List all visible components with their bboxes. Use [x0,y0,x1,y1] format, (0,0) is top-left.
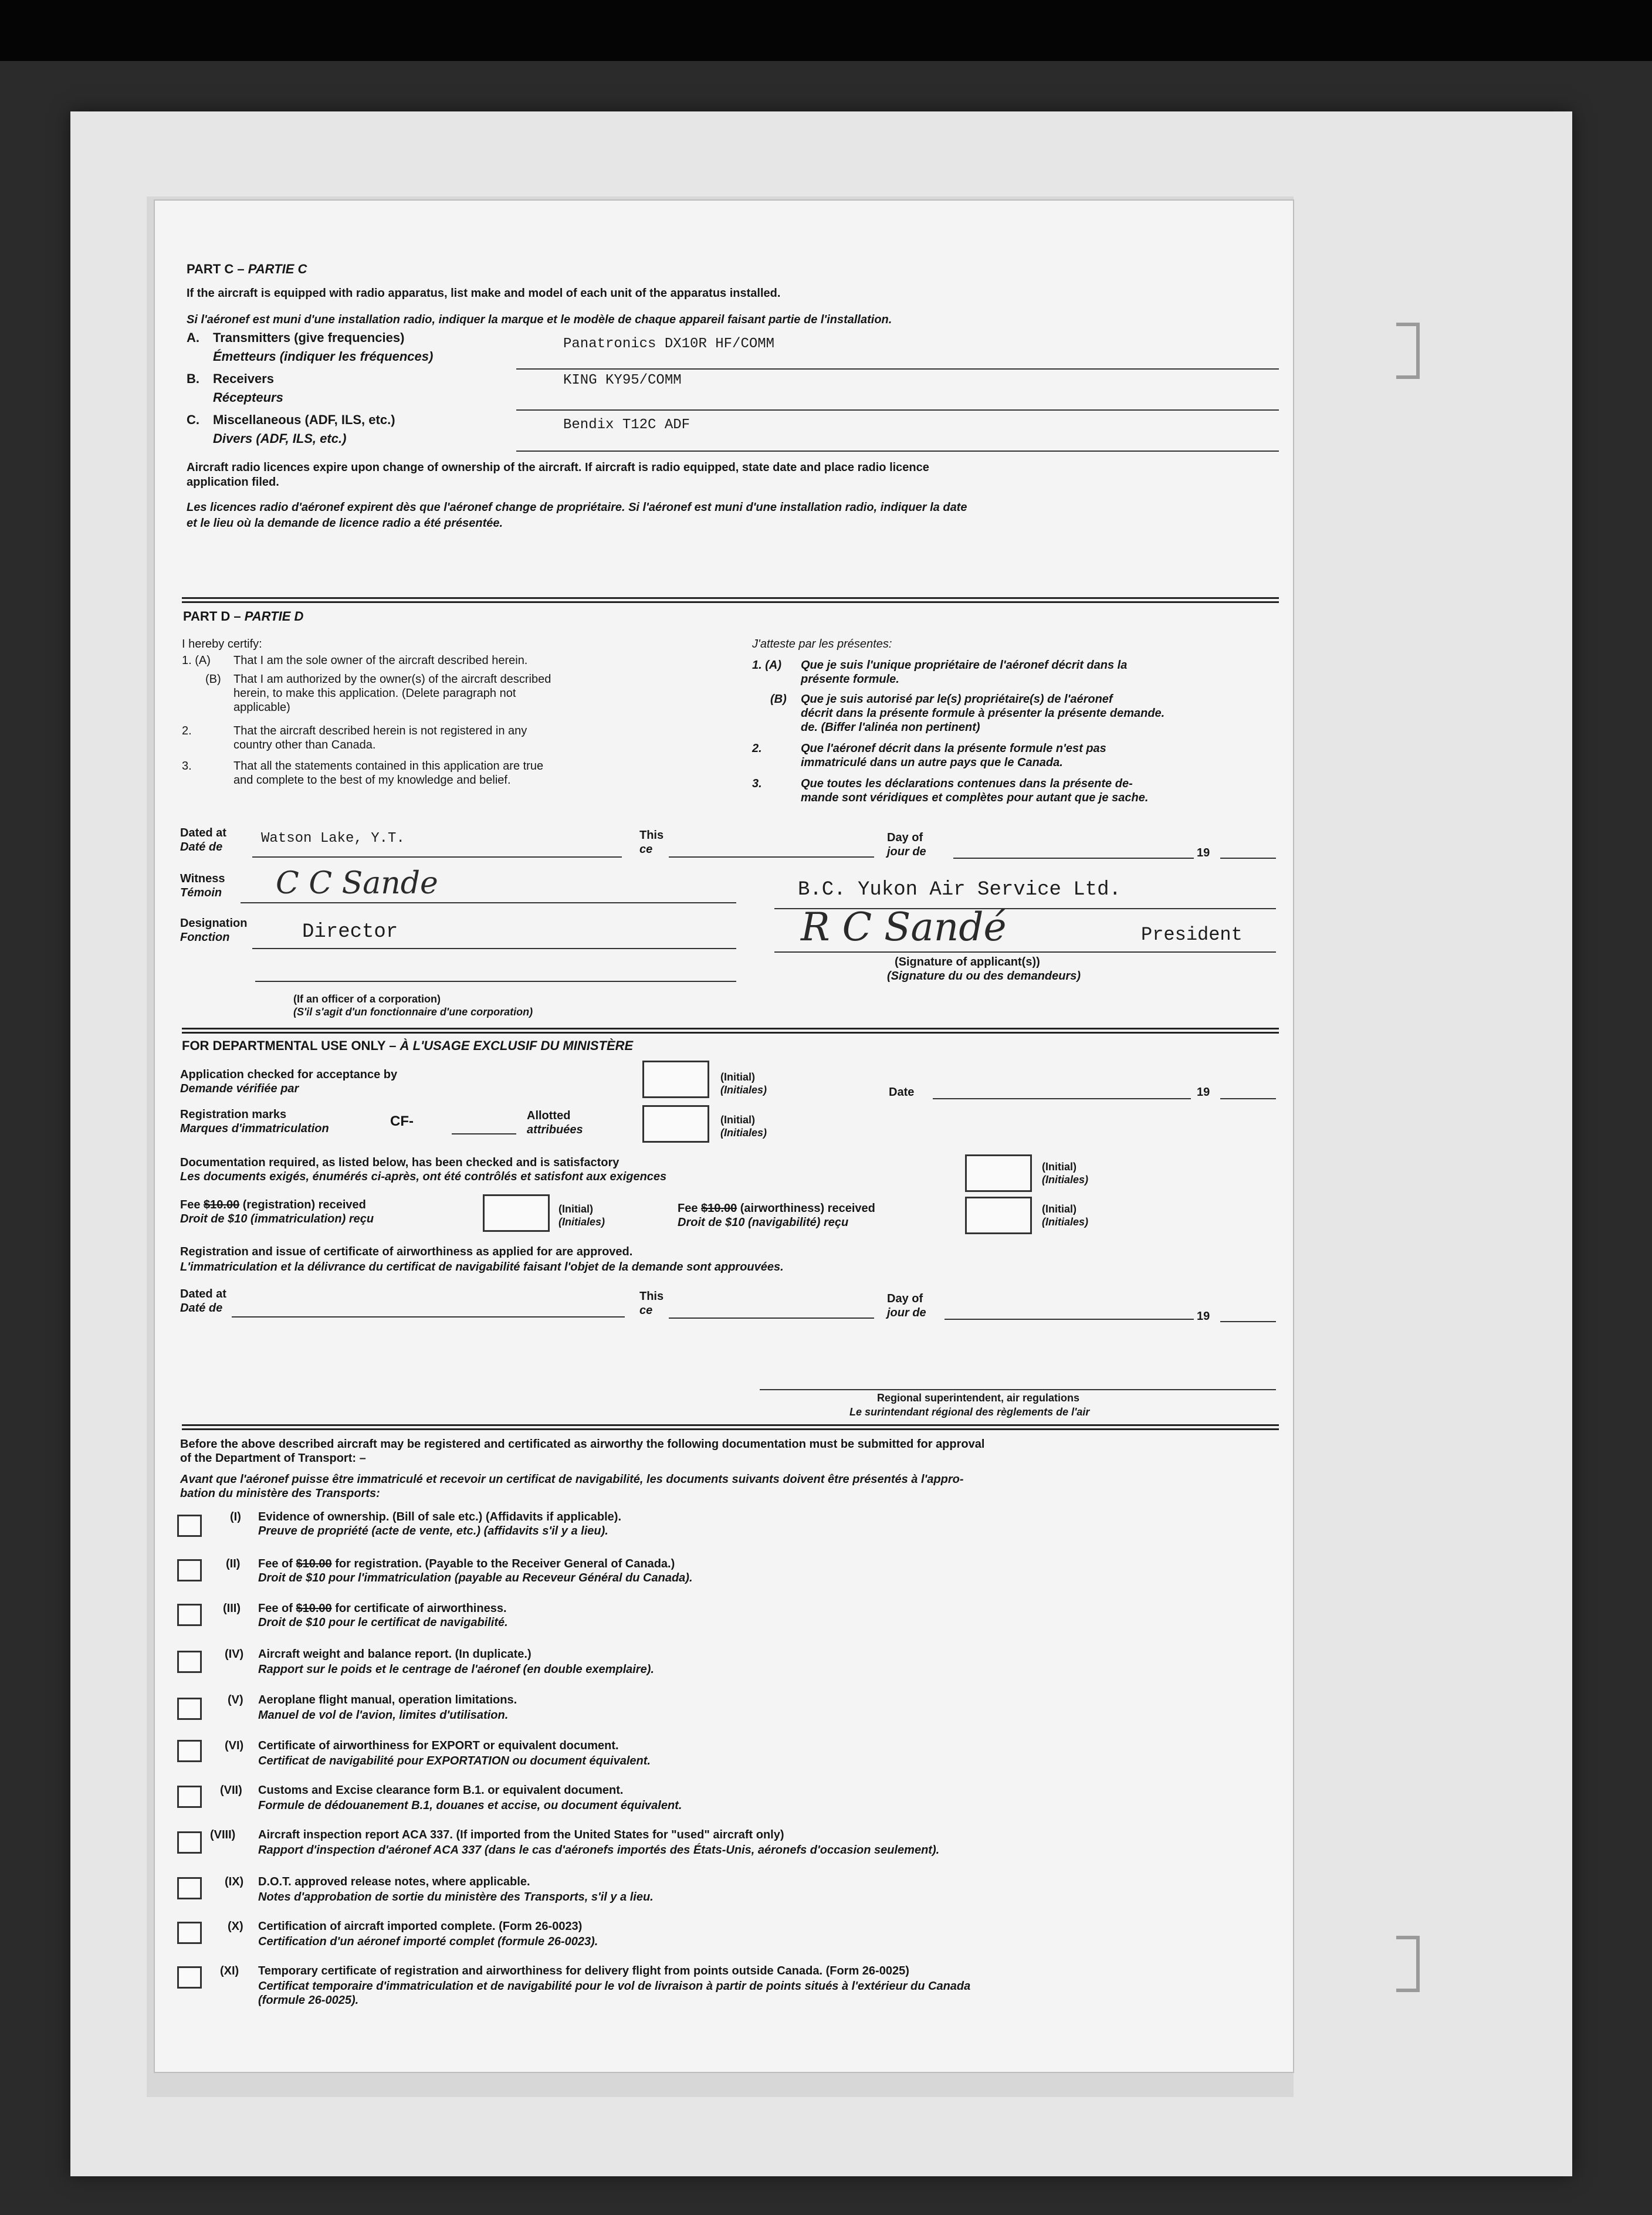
fee-air-initial-box[interactable] [965,1197,1032,1234]
dept-dated-at: Dated at [180,1288,226,1300]
company-name: B.C. Yukon Air Service Ltd. [798,879,1121,901]
signature-line [774,951,1276,953]
fee-air-fr: Droit de $10 (navigabilité) reçu [678,1216,849,1229]
doc-item-num: (I) [230,1510,241,1523]
dept-year-label: 19 [1197,1086,1210,1099]
dated-at-label: Dated at [180,827,226,839]
row-c-label-en: Miscellaneous (ADF, ILS, etc.) [213,412,395,427]
doc-required-fr: Les documents exigés, énumérés ci-après, ont été contrôlés et satisfont aux exigences [180,1170,667,1183]
doc-initial-box[interactable] [965,1154,1032,1192]
misc-line [516,451,1279,452]
transmitters-line [516,368,1279,370]
licence-note-fr-1: Les licences radio d'aéronef expirent dès que l'aéronef change de propriétaire. Si l'aéronef est muni d'une installation radio, indiquer la date [187,501,967,514]
doc-intro-en-2: of the Department of Transport: – [180,1452,366,1465]
doc-checkbox-6[interactable] [177,1740,202,1762]
officer-caption-en: (If an officer of a corporation) [293,993,441,1005]
doc-item-fr: Certificat temporaire d'immatriculation et de navigabilité pour le vol de livraison à partir de points situés à l'extérieur du Canada [258,1980,971,1993]
doc-intro-en-1: Before the above described aircraft may be registered and certificated as airworthy the following documentation must be submitted for approval [180,1438,985,1451]
cf-prefix: CF- [390,1113,414,1129]
doc-checkbox-11[interactable] [177,1966,202,1989]
transmitters-value: Panatronics DX10R HF/COMM [563,336,775,352]
dept-this-line [669,1318,874,1319]
issue-approved-en: Registration and issue of certificate of airworthiness as applied for are approved. [180,1245,633,1258]
designation-label: Designation [180,917,248,930]
section-divider-dept-doc [182,1424,1279,1430]
ce-label: ce [639,843,653,856]
applicant-title: President [1141,924,1243,946]
cert-1b-line3: applicable) [233,701,290,714]
part-c-heading: PART C – PARTIE C [187,262,307,276]
fee-reg-en: Fee $10.00 (registration) received [180,1198,366,1211]
doc-item-fr: Preuve de propriété (acte de vente, etc.) (affidavits s'il y a lieu). [258,1525,608,1537]
doc-item-num: (IV) [225,1648,244,1661]
witness-line [241,902,736,903]
allotted-label: Allotted [527,1109,571,1122]
fr-2-line1: Que l'aéronef décrit dans la présente formule n'est pas [801,742,1106,755]
clip-mark-bottom [1396,1936,1420,1992]
doc-item-en: Aircraft inspection report ACA 337. (If imported from the United States for "used" aircraft only) [258,1828,784,1841]
doc-item-fr-2: (formule 26-0025). [258,1994,359,2007]
doc-item-num: (VII) [220,1784,242,1797]
issue-approved-fr: L'immatriculation et la délivrance du certificat de navigabilité faisant l'objet de la demande sont approuvées. [180,1261,784,1274]
cert-2-num: 2. [182,724,192,737]
doc-checkbox-5[interactable] [177,1698,202,1720]
signature-caption-en: (Signature of applicant(s)) [895,956,1040,968]
section-divider-d-dept [182,1028,1279,1034]
temoin-label: Témoin [180,886,222,899]
reg-initial: (Initial) [720,1114,755,1126]
doc-intro-fr-1: Avant que l'aéronef puisse être immatriculé et recevoir un certificat de navigabilité, les documents suivants doivent être présentés à l'appro- [180,1473,964,1486]
certify-fr: J'atteste par les présentes: [752,638,892,651]
fr-1a-line2: présente formule. [801,673,899,686]
doc-checkbox-10[interactable] [177,1922,202,1944]
fr-1b-line1: Que je suis autorisé par le(s) propriétaire(s) de l'aéronef [801,693,1113,706]
checked-initial: (Initial) [720,1071,755,1083]
doc-item-num: (XI) [220,1965,239,1977]
reg-marks-en: Registration marks [180,1108,287,1121]
signature-caption-fr: (Signature du ou des demandeurs) [887,970,1081,983]
doc-item-en: Aircraft weight and balance report. (In duplicate.) [258,1648,532,1661]
doc-item-num: (IX) [225,1875,244,1888]
designation-line [252,948,736,949]
dept-day-line [945,1319,1194,1320]
fee-reg-fr: Droit de $10 (immatriculation) reçu [180,1213,374,1225]
dept-ce: ce [639,1304,653,1317]
this-label: This [639,829,664,842]
doc-required-en: Documentation required, as listed below, has been checked and is satisfactory [180,1156,620,1169]
doc-item-fr: Rapport sur le poids et le centrage de l'aéronef (en double exemplaire). [258,1663,654,1676]
fr-2-line2: immatriculé dans un autre pays que le Canada. [801,756,1063,769]
cert-2-line2: country other than Canada. [233,739,376,751]
attribuees-label: attribuées [527,1123,583,1136]
doc-item-en: Temporary certificate of registration and airworthiness for delivery flight from points outside Canada. (Form 26-0025) [258,1965,909,1977]
doc-item-fr: Notes d'approbation de sortie du ministère des Transports, s'il y a lieu. [258,1891,654,1904]
reg-initial-box[interactable] [642,1105,709,1143]
licence-note-en-2: application filed. [187,476,279,489]
cert-3-line1: That all the statements contained in this application are true [233,760,544,773]
fr-1b-line3: de. (Biffer l'alinéa non pertinent) [801,721,980,734]
day-of-label: Day of [887,831,923,844]
part-c-intro-fr: Si l'aéronef est muni d'une installation radio, indiquer la marque et le modèle de chaque appareil faisant partie de l'installation. [187,313,892,326]
doc-initial: (Initial) [1042,1161,1076,1173]
fr-3-num: 3. [752,777,762,790]
year-line [1220,858,1276,859]
doc-item-en: Aeroplane flight manual, operation limitations. [258,1694,517,1706]
doc-item-num: (VI) [225,1739,244,1752]
part-c-intro-en: If the aircraft is equipped with radio apparatus, list make and model of each unit of the apparatus installed. [187,287,781,300]
doc-item-fr: Certification d'un aéronef importé complet (formule 26-0023). [258,1935,598,1948]
doc-item-en: Fee of $10.00 for certificate of airworthiness. [258,1602,507,1615]
clip-mark-top [1396,323,1420,379]
row-b-letter: B. [187,371,199,386]
doc-checkbox-9[interactable] [177,1877,202,1899]
dept-year-19: 19 [1197,1310,1210,1323]
doc-checkbox-1[interactable] [177,1515,202,1537]
cert-2-line1: That the aircraft described herein is not registered in any [233,724,527,737]
dept-date-line [933,1098,1191,1099]
doc-item-num: (V) [228,1694,243,1706]
section-divider-c-d [182,597,1279,603]
cert-3-line2: and complete to the best of my knowledge and belief. [233,774,511,787]
fonction-label: Fonction [180,931,230,944]
dept-date-label: Date [889,1086,915,1099]
reg-marks-fr: Marques d'immatriculation [180,1122,329,1135]
doc-intro-fr-2: bation du ministère des Transports: [180,1487,380,1500]
doc-item-en: Fee of $10.00 for registration. (Payable to the Receiver General of Canada.) [258,1557,675,1570]
dept-year-line-2 [1220,1321,1276,1322]
date-de-label: Daté de [180,841,223,854]
scanner-top-band [0,0,1652,61]
doc-item-fr: Droit de $10 pour le certificat de navigabilité. [258,1616,508,1629]
fr-1a-num: 1. (A) [752,659,781,672]
doc-checkbox-4[interactable] [177,1651,202,1673]
row-b-label-en: Receivers [213,371,274,386]
year-19-label: 19 [1197,846,1210,859]
fee-reg-initiales: (Initiales) [558,1216,605,1228]
fr-1a-line1: Que je suis l'unique propriétaire de l'aéronef décrit dans la [801,659,1128,672]
doc-item-en: Certificate of airworthiness for EXPORT or equivalent document. [258,1739,619,1752]
dated-at-value: Watson Lake, Y.T. [261,831,405,846]
fr-3-line1: Que toutes les déclarations contenues dans la présente de- [801,777,1133,790]
regional-line [760,1389,1276,1390]
officer-caption-fr: (S'il s'agit d'un fonctionnaire d'une corporation) [293,1006,533,1018]
doc-checkbox-8[interactable] [177,1831,202,1854]
row-c-label-fr: Divers (ADF, ILS, etc.) [213,431,347,446]
part-d-heading: PART D – PARTIE D [183,609,304,624]
this-line [669,856,874,858]
licence-note-en-1: Aircraft radio licences expire upon change of ownership of the aircraft. If aircraft is radio equipped, state date and place radio licence [187,461,929,474]
fee-reg-initial-box[interactable] [483,1194,550,1232]
applicant-signature: R C Sandé [801,905,1007,950]
row-a-label-en: Transmitters (give frequencies) [213,330,405,345]
doc-item-en: D.O.T. approved release notes, where applicable. [258,1875,530,1888]
doc-checkbox-7[interactable] [177,1786,202,1808]
dept-this: This [639,1290,664,1303]
checked-initiales: (Initiales) [720,1084,767,1096]
dept-day-of: Day of [887,1292,923,1305]
checked-label-fr: Demande vérifiée par [180,1082,299,1095]
doc-item-fr: Manuel de vol de l'avion, limites d'utilisation. [258,1709,509,1722]
cf-line [452,1133,516,1134]
misc-value: Bendix T12C ADF [563,417,690,433]
licence-note-fr-2: et le lieu où la demande de licence radio a été présentée. [187,517,503,530]
cert-1b-num: (B) [205,673,221,686]
dept-jour-de: jour de [887,1306,926,1319]
fee-air-en: Fee $10.00 (airworthiness) received [678,1202,875,1215]
cert-1a-text: That I am the sole owner of the aircraft described herein. [233,654,528,667]
doc-item-num: (III) [223,1602,241,1615]
doc-item-num: (X) [228,1920,243,1933]
checked-label-en: Application checked for acceptance by [180,1068,398,1081]
row-a-letter: A. [187,330,199,345]
fee-reg-initial: (Initial) [558,1203,593,1215]
doc-item-en: Evidence of ownership. (Bill of sale etc.) (Affidavits if applicable). [258,1510,622,1523]
fr-3-line2: mande sont véridiques et complètes pour autant que je sache. [801,791,1149,804]
doc-item-en: Customs and Excise clearance form B.1. or equivalent document. [258,1784,624,1797]
doc-item-num: (II) [226,1557,241,1570]
fee-air-initiales: (Initiales) [1042,1216,1089,1228]
dept-dated-line [232,1316,625,1318]
doc-item-fr: Rapport d'inspection d'aéronef ACA 337 (dans le cas d'aéronefs importés des États-Unis, aéronefs d'occasion seulement). [258,1844,940,1857]
doc-item-en: Certification of aircraft imported complete. (Form 26-0023) [258,1920,583,1933]
row-b-label-fr: Récepteurs [213,390,283,405]
reg-initiales: (Initiales) [720,1127,767,1139]
officer-line [255,981,736,982]
dept-heading: FOR DEPARTMENTAL USE ONLY – À L'USAGE EXCLUSIF DU MINISTÈRE [182,1038,634,1053]
receivers-value: KING KY95/COMM [563,372,682,388]
checked-initial-box[interactable] [642,1061,709,1098]
doc-checkbox-3[interactable] [177,1604,202,1626]
dept-year-line [1220,1098,1276,1099]
row-c-letter: C. [187,412,199,427]
jour-de-label: jour de [887,845,926,858]
fr-2-num: 2. [752,742,762,755]
regional-caption-en: Regional superintendent, air regulations [877,1392,1080,1404]
row-a-label-fr: Émetteurs (indiquer les fréquences) [213,349,434,364]
doc-checkbox-2[interactable] [177,1559,202,1581]
certify-en: I hereby certify: [182,638,262,651]
doc-item-fr: Certificat de navigabilité pour EXPORTATION ou document équivalent. [258,1755,651,1767]
regional-caption-fr: Le surintendant régional des règlements de l'air [849,1406,1090,1418]
designation-value: Director [302,921,398,943]
dated-at-line [252,856,622,858]
day-of-line [953,858,1194,859]
cert-3-num: 3. [182,760,192,773]
cert-1b-line2: herein, to make this application. (Delete paragraph not [233,687,516,700]
cert-1b-line1: That I am authorized by the owner(s) of the aircraft described [233,673,551,686]
witness-label: Witness [180,872,225,885]
witness-signature: C C Sande [276,866,438,901]
dept-date-de: Daté de [180,1302,223,1315]
cert-1a-num: 1. (A) [182,654,211,667]
fee-air-initial: (Initial) [1042,1203,1076,1215]
doc-initiales: (Initiales) [1042,1174,1089,1186]
fr-1b-num: (B) [770,693,787,706]
doc-item-fr: Formule de dédouanement B.1, douanes et accise, ou document équivalent. [258,1799,682,1812]
receivers-line [516,409,1279,411]
doc-item-fr: Droit de $10 pour l'immatriculation (payable au Receveur Général du Canada). [258,1572,693,1584]
doc-item-num: (VIII) [210,1828,236,1841]
fr-1b-line2: décrit dans la présente formule à présenter la présente demande. [801,707,1165,720]
